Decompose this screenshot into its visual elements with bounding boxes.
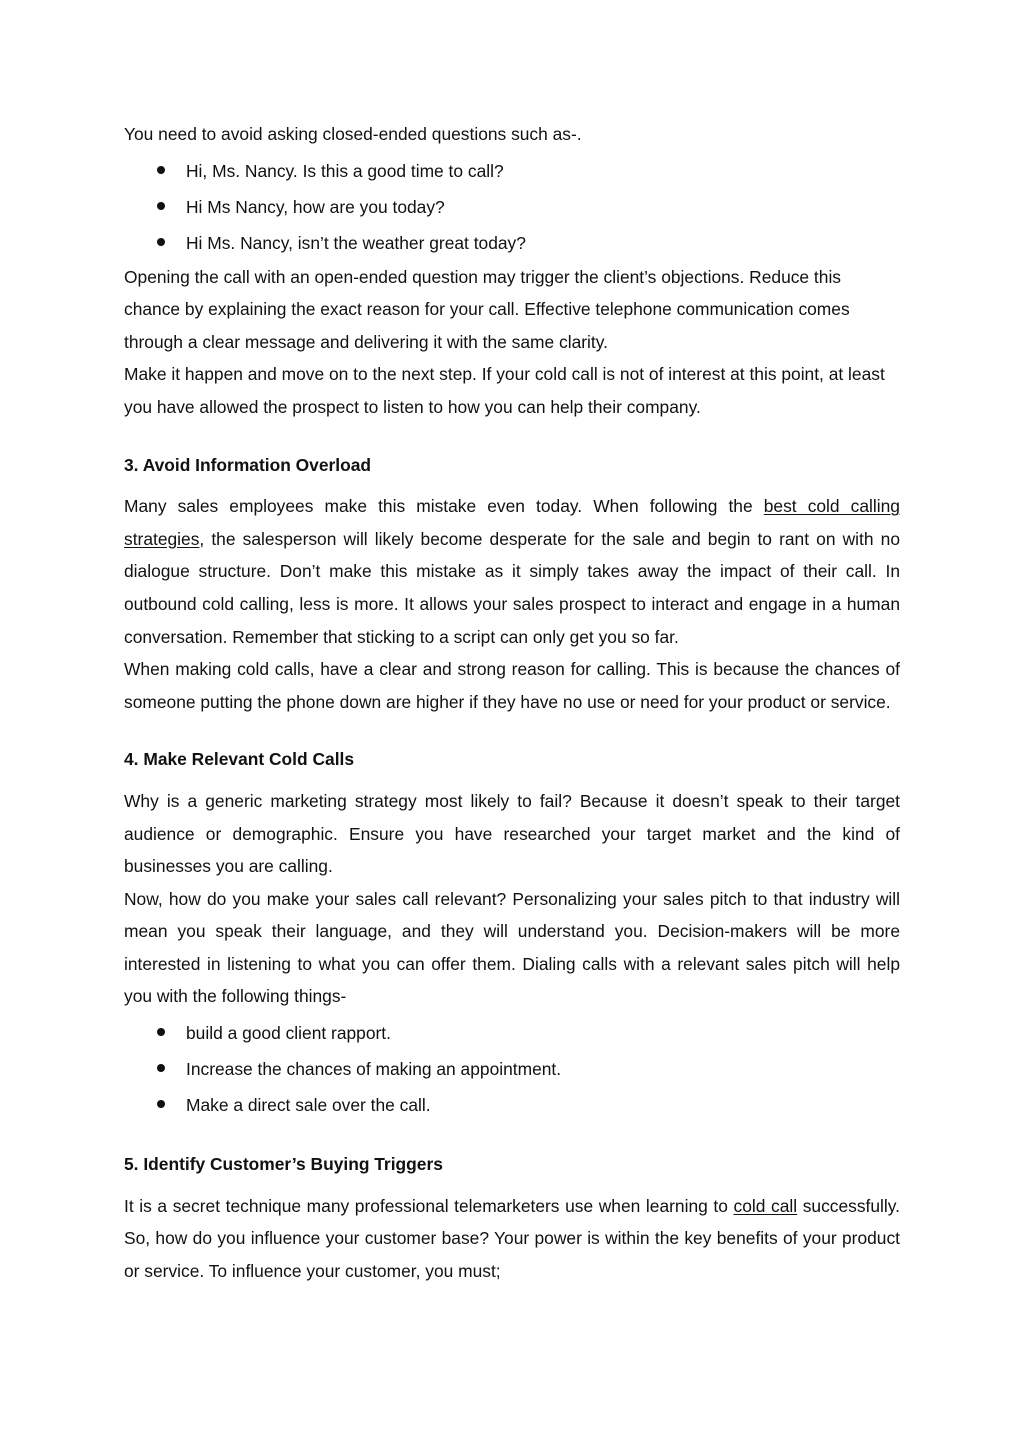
- intro-paragraph-1: Opening the call with an open-ended question may trigger the client’s objections. Reduce this chance by explaining the exact reason for your call. Effective telephone communication comes through a clear message and delivering it with the same clarity.: [124, 266, 850, 352]
- section4-bullet-list: [124, 1015, 900, 1123]
- section3-text-after-link: , the salesperson will likely become desperate for the sale and begin to rant on with no dialogue structure. Don’t make this mistake as it simply takes away the impact of their call. In outbound cold calling, less is more. It allows your sales prospect to interact and engage in a human conversation. Remember that sticking to a script can only get you so far.: [124, 528, 900, 647]
- bullet-icon: [157, 202, 165, 210]
- section5-text-after-link: successfully. So, how do you influence your customer base? Your power is within the key benefits of your product or service. To influence your customer, you must;: [124, 1195, 900, 1281]
- section-heading-avoid-information-overload: 3. Avoid Information Overload: [124, 454, 372, 475]
- list-item: [124, 1051, 900, 1087]
- intro-lead: You need to avoid asking closed-ended questions such as-.: [124, 124, 582, 144]
- bullet-icon: [157, 1064, 165, 1072]
- intro-bullet-list: [124, 153, 900, 261]
- list-item-text: Hi, Ms. Nancy. Is this a good time to call?: [186, 160, 504, 181]
- list-item: [124, 1087, 900, 1123]
- list-item: [124, 1015, 900, 1051]
- bullet-icon: [157, 166, 165, 174]
- list-item-text: Hi Ms. Nancy, isn’t the weather great today?: [186, 232, 526, 253]
- list-item-text: Make a direct sale over the call.: [186, 1095, 431, 1116]
- list-item-text: Increase the chances of making an appointment.: [186, 1059, 562, 1080]
- section3-text-before-link: Many sales employees make this mistake even today. When following the: [124, 496, 764, 517]
- list-item: [124, 153, 900, 189]
- section-heading-make-relevant-cold-calls: 4. Make Relevant Cold Calls: [124, 749, 355, 770]
- section-heading-identify-buying-triggers: 5. Identify Customer’s Buying Triggers: [124, 1154, 443, 1175]
- bullet-icon: [157, 1100, 165, 1108]
- document-page: [124, 118, 900, 1287]
- list-item-text: build a good client rapport.: [186, 1023, 391, 1044]
- section4-paragraph-2: Now, how do you make your sales call relevant? Personalizing your sales pitch to that industry will mean you speak their language, and they will understand you. Decision-makers will be more interested in listening to what you can offer them. Dialing calls with a relevant sales pitch will help you with the following things-: [124, 888, 900, 1007]
- list-item: [124, 189, 900, 225]
- list-item-text: Hi Ms Nancy, how are you today?: [186, 196, 445, 217]
- section3-paragraph-1: [124, 490, 900, 653]
- section5-paragraph-1: [124, 1190, 900, 1288]
- best-cold-calling-strategies-link[interactable]: best cold calling strategies: [124, 496, 900, 549]
- section4-paragraph-1: Why is a generic marketing strategy most likely to fail? Because it doesn’t speak to their target audience or demographic. Ensure you have researched your target market and the kind of businesses you are calling.: [124, 790, 900, 877]
- list-item: [124, 225, 900, 261]
- section3-paragraph-2: When making cold calls, have a clear and strong reason for calling. This is because the chances of someone putting the phone down are higher if they have no use or need for your product or service.: [124, 659, 900, 712]
- section5-text-before-link: It is a secret technique many professional telemarketers use when learning to: [124, 1195, 734, 1216]
- bullet-icon: [157, 1028, 165, 1036]
- bullet-icon: [157, 238, 165, 246]
- cold-call-link[interactable]: cold call: [733, 1195, 798, 1216]
- intro-paragraph-2: Make it happen and move on to the next step. If your cold call is not of interest at this point, at least you have allowed the prospect to listen to how you can help their company.: [124, 364, 885, 417]
